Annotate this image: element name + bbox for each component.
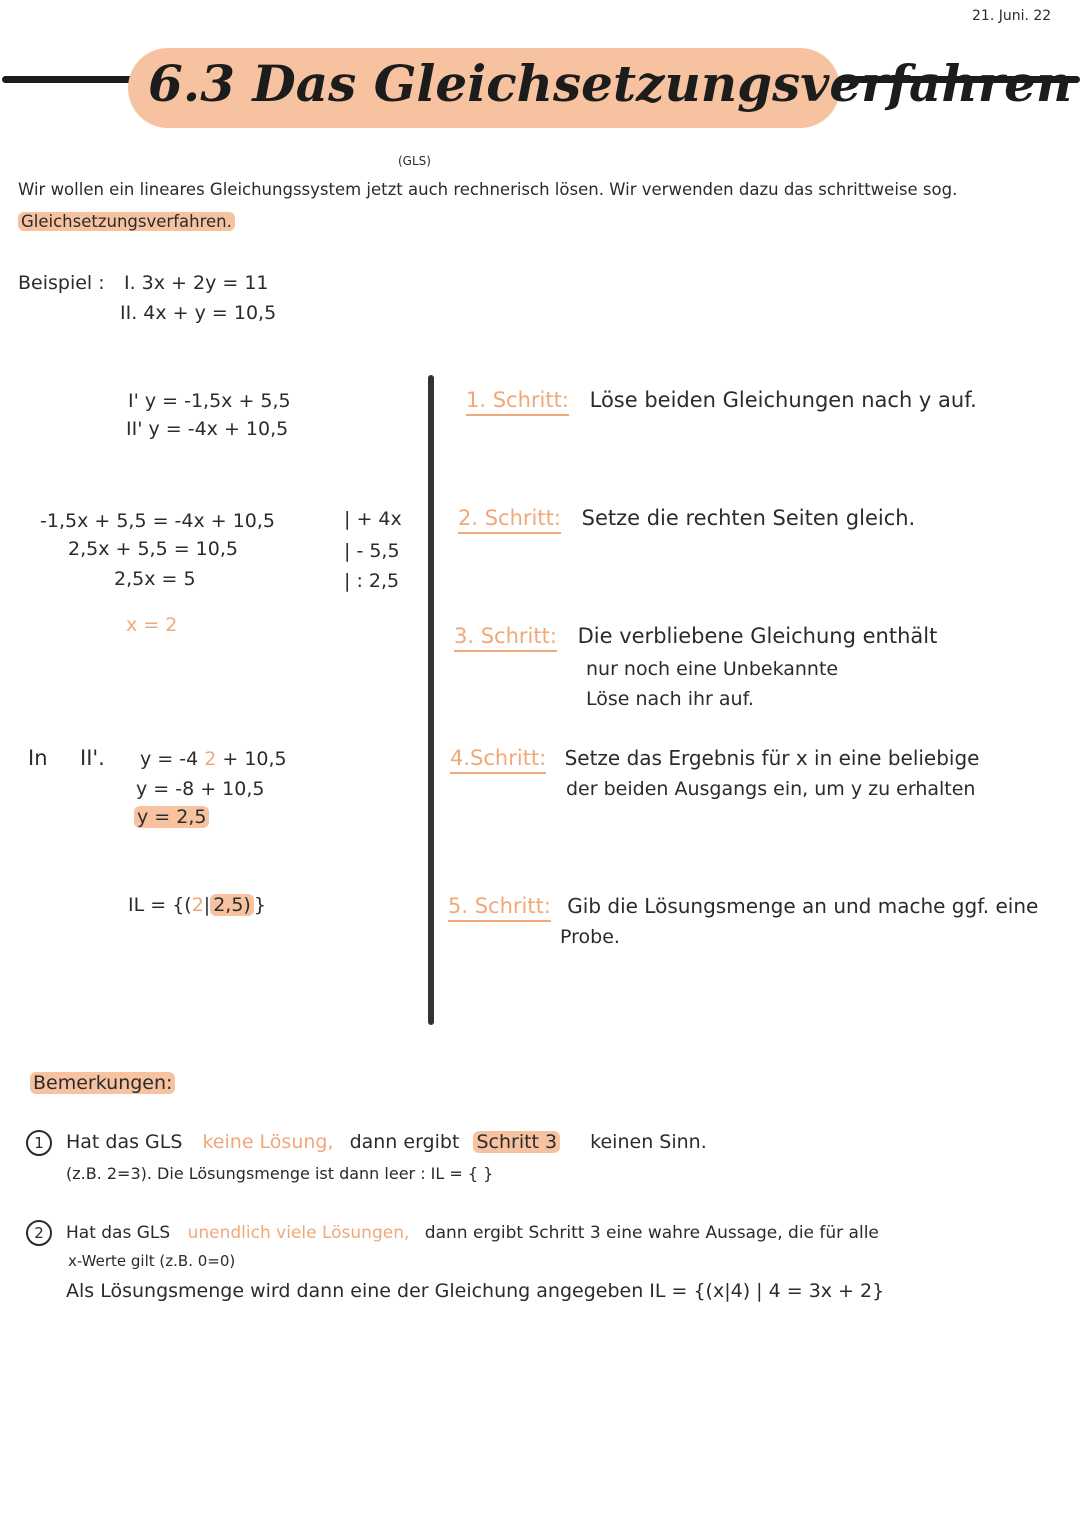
step-4-label: 4.Schritt:: [450, 746, 546, 774]
step4-in: In: [28, 746, 48, 770]
header-rule-left: [2, 76, 134, 83]
intro-line-1: Wir wollen ein lineares Gleichungssystem jetzt auch rechnerisch lösen. Wir verwenden dazu das schrittweise sog.: [18, 180, 958, 199]
calc-step1-eq2: II' y = -4x + 10,5: [126, 418, 289, 440]
page-title: 6.3 Das Gleichsetzungsverfahren: [148, 54, 1073, 113]
remark-2-b: unendlich viele Lösungen,: [187, 1223, 410, 1243]
remark-1-number: 1: [26, 1130, 52, 1156]
calc-step2-line1: -1,5x + 5,5 = -4x + 10,5: [40, 510, 276, 532]
step-1-text: Löse beiden Gleichungen nach y auf.: [589, 388, 977, 412]
solution-set: [128, 894, 266, 916]
solution-y: 2,5): [210, 894, 254, 916]
step-5-text-1: Gib die Lösungsmenge an und mache ggf. eine: [567, 894, 1039, 918]
remark-1-line-2: (z.B. 2=3). Die Lösungsmenge ist dann leer : IL = { }: [66, 1164, 494, 1183]
step-4-text-2: der beiden Ausgangs ein, um y zu erhalten: [566, 778, 976, 800]
remark-1-c: dann ergibt: [349, 1131, 460, 1153]
step-5-label: 5. Schritt:: [448, 894, 551, 922]
remark-2-line-3: Als Lösungsmenge wird dann eine der Gleichung angegeben IL = {(x|4) | 4 = 3x + 2}: [66, 1280, 885, 1302]
solution-sep: |: [203, 894, 211, 916]
example-eq-2: II. 4x + y = 10,5: [120, 302, 277, 324]
step4-line1-c: + 10,5: [222, 748, 287, 770]
remark-1-d: Schritt 3: [473, 1131, 560, 1153]
remark-2-number: 2: [26, 1220, 52, 1246]
term-highlight: Gleichsetzungsverfahren.: [18, 212, 235, 231]
step-4: [450, 746, 980, 770]
remarks-heading: [30, 1072, 175, 1094]
remark-2: [26, 1220, 879, 1246]
calc-step2-line2: 2,5x + 5,5 = 10,5: [68, 538, 238, 560]
remarks-heading-text: Bemerkungen:: [30, 1072, 175, 1094]
operation-3: | : 2,5: [344, 570, 400, 592]
step-1-label: 1. Schritt:: [466, 388, 569, 416]
step-3-text-1: Die verbliebene Gleichung enthält: [577, 624, 938, 648]
step-3: [454, 624, 937, 648]
remark-2-c: dann ergibt Schritt 3 eine wahre Aussage, die für alle: [424, 1223, 879, 1243]
solution-close: }: [253, 894, 266, 916]
step-1: [466, 388, 977, 412]
remark-2-line-2: x-Werte gilt (z.B. 0=0): [68, 1252, 236, 1270]
step-5: [448, 894, 1038, 918]
example-label: Beispiel :: [18, 272, 105, 294]
step4-substituted-x: 2: [204, 748, 217, 770]
remark-1-e: keinen Sinn.: [590, 1131, 707, 1153]
step-2-text: Setze die rechten Seiten gleich.: [581, 506, 916, 530]
y-result: y = 2,5: [134, 806, 209, 828]
solution-open: IL = {(: [128, 894, 192, 916]
operation-1: | + 4x: [344, 508, 402, 530]
calc-step1-eq1: I' y = -1,5x + 5,5: [128, 390, 291, 412]
calc-step2-line3: 2,5x = 5: [114, 568, 196, 590]
step-3-text-3: Löse nach ihr auf.: [586, 688, 754, 710]
step4-line2: y = -8 + 10,5: [136, 778, 265, 800]
x-result: x = 2: [126, 614, 178, 636]
step-3-text-2: nur noch eine Unbekannte: [586, 658, 839, 680]
gls-note: (GLS): [398, 154, 431, 168]
step-4-text-1: Setze das Ergebnis für x in eine beliebige: [564, 746, 980, 770]
remark-1-a: Hat das GLS: [66, 1131, 183, 1153]
step4-ref: II'.: [80, 746, 105, 770]
solution-x: 2: [191, 894, 204, 916]
intro-line-2: [18, 212, 235, 231]
step4-line1: [140, 748, 287, 770]
remark-1-b: keine Lösung,: [202, 1131, 334, 1153]
column-divider: [428, 375, 434, 1025]
step-2: [458, 506, 915, 530]
date: 21. Juni. 22: [972, 8, 1052, 24]
operation-2: | - 5,5: [344, 540, 400, 562]
step-5-text-2: Probe.: [560, 926, 620, 948]
step4-line3: [134, 806, 209, 828]
step-2-label: 2. Schritt:: [458, 506, 561, 534]
step-3-label: 3. Schritt:: [454, 624, 557, 652]
remark-2-a: Hat das GLS: [66, 1223, 171, 1243]
step4-line1-a: y = -4: [140, 748, 199, 770]
remark-1: [26, 1130, 707, 1156]
example-eq-1: I. 3x + 2y = 11: [124, 272, 269, 294]
